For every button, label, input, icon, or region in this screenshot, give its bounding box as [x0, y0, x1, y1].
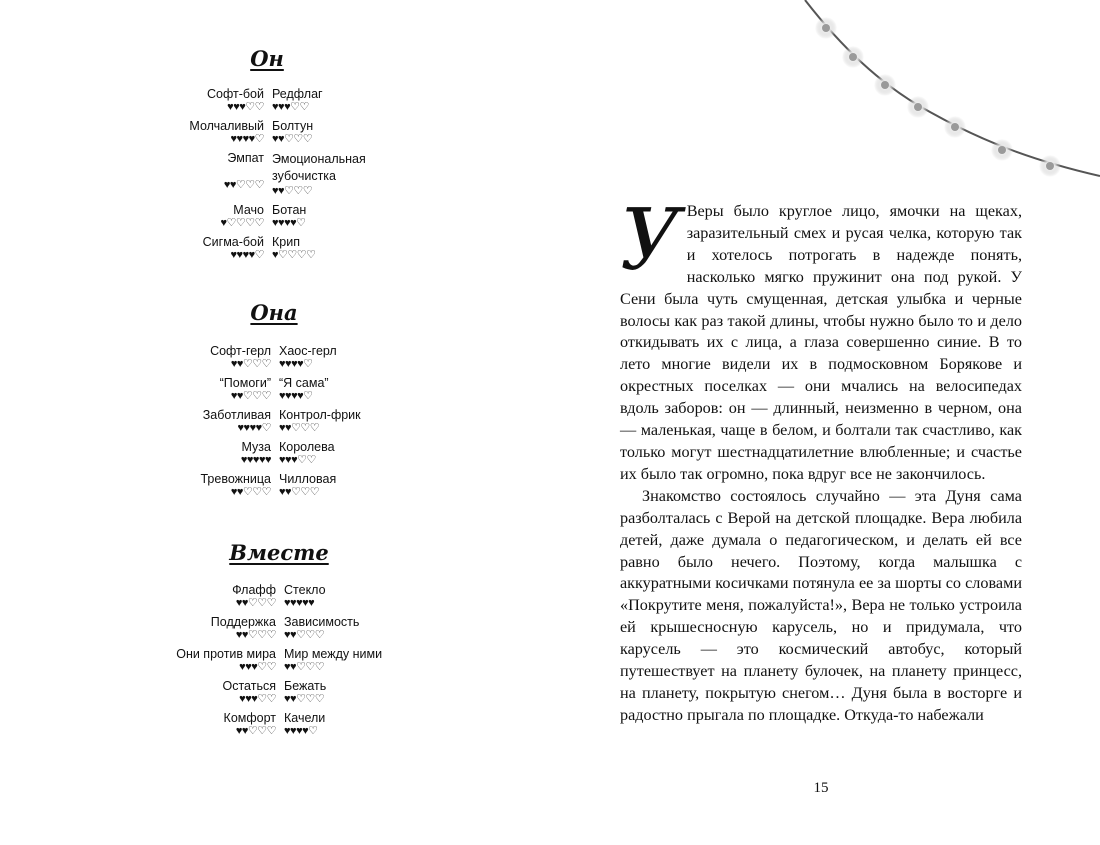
trope-pair — [207, 87, 382, 114]
heart-rating: ♥♥♥♥♡ — [279, 358, 313, 370]
heart-rating: ♥♥♡♡♡ — [235, 597, 276, 609]
paragraph-1 — [620, 191, 1022, 486]
drop-cap: У — [620, 191, 681, 289]
trope-name: Тревожница — [200, 472, 271, 486]
trope-name: Качели — [284, 711, 326, 725]
section-title-she: Она — [250, 300, 298, 325]
heart-rating: ♥♥♥♥♡ — [272, 217, 306, 229]
heart-rating: ♥♥♥♥♥ — [284, 597, 315, 609]
trope-name: Муза — [241, 440, 271, 454]
page-number: 15 — [813, 780, 829, 796]
trope-name: Контрол-фрик — [279, 408, 361, 422]
trope-name: Эмоциональная зубочистка — [272, 152, 366, 183]
trope-pair — [223, 151, 382, 198]
trope-name: Заботливая — [202, 408, 271, 422]
heart-rating: ♥♡♡♡♡ — [220, 217, 264, 229]
trope-name: Редфлаг — [272, 87, 323, 101]
trope-pair — [223, 711, 382, 738]
heart-rating: ♥♥♡♡♡ — [284, 629, 325, 641]
story-text — [620, 191, 1022, 727]
trope-name: Мачо — [233, 203, 264, 217]
trope-name: Софт-бой — [207, 87, 264, 101]
trope-pair — [176, 647, 383, 674]
heart-rating: ♥♥♡♡♡ — [272, 133, 313, 145]
trope-name: Болтун — [272, 119, 314, 133]
heart-rating: ♥♡♡♡♡ — [272, 249, 316, 261]
trope-name: Бежать — [284, 679, 327, 693]
trope-name: Комфорт — [223, 711, 276, 725]
heart-rating: ♥♥♥♥♡ — [237, 422, 271, 434]
trope-name: “Помоги” — [219, 376, 271, 390]
section-title-he: Он — [250, 46, 284, 71]
trope-name: Эмпат — [227, 151, 264, 165]
trope-list-together — [176, 583, 383, 743]
trope-name: “Я сама” — [279, 376, 329, 390]
heart-rating: ♥♥♡♡♡ — [235, 629, 276, 641]
heart-rating: ♥♥♡♡♡ — [284, 661, 325, 673]
trope-name: Чилловая — [279, 472, 337, 486]
section-title-together: Вместе — [229, 540, 329, 565]
trope-name: Сигма-бой — [202, 235, 264, 249]
trope-name: Флафф — [232, 583, 276, 597]
trope-pair — [220, 203, 382, 230]
trope-pair — [210, 344, 361, 371]
string-lights-decoration — [0, 0, 1100, 200]
heart-rating: ♥♥♡♡♡ — [279, 486, 320, 498]
trope-name: Остаться — [222, 679, 276, 693]
trope-name: Мир между ними — [284, 647, 383, 661]
trope-pair — [202, 408, 361, 435]
trope-name: Ботан — [272, 203, 307, 217]
heart-rating: ♥♥♥♥♡ — [230, 133, 264, 145]
heart-rating: ♥♥♥♥♥ — [240, 454, 271, 466]
trope-name: Софт-герл — [210, 344, 271, 358]
heart-rating: ♥♥♡♡♡ — [284, 693, 325, 705]
paragraph-1-text: Веры было круглое лицо, ямочки на щеках, заразительный смех и русая челка, которую так и хотелось потрогать в надежде понять, насколько мягко пружинит она под рукой. У Сени была чуть смущенная, детская улыбка и черные волосы как раз такой длины, чтобы нужно было то и дело откидывать их с лица, а глаза совершенно синие. В то лето многие видели их в подмосковном Борякове и окрестных поселках — они мчались на велосипедах вдоль заборов: он — длинный, неизменно в черном, она — маленькая, чаще в белом, и болтали так счастливо, как только могут шестнадцатилетние влюбленные; и счастье их было так огромно, пока вдруг все не закончилось. — [620, 202, 1022, 483]
heart-rating: ♥♥♡♡♡ — [235, 725, 276, 737]
trope-name: Стекло — [284, 583, 326, 597]
trope-name: Поддержка — [210, 615, 276, 629]
trope-pair — [202, 235, 382, 262]
trope-list-he — [189, 87, 382, 267]
paragraph-2: Знакомство состоялось случайно — эта Дуня сама разболталась с Верой на детской площадке. Вера любила детей, даже думала о педагогическом, и делать ей все равно было нечего. Поэтому, когда малышка с аккуратными косичками потянула ее за шорты со словами «Покрутите меня, пожалуйста!», Вера не только устроила ей крышесносную карусель, но и придумала, что карусель — это космический автобус, который путешествует на планету булочек, на планету принцесс, на планету, покрытую снегом… Дуня была в восторге и радостно прыгала по площадке. Откуда-то набежали — [620, 486, 1022, 724]
trope-pair — [232, 583, 382, 610]
heart-rating: ♥♥♥♥♡ — [284, 725, 318, 737]
trope-name: Молчаливый — [189, 119, 264, 133]
heart-rating: ♥♥♡♡♡ — [279, 422, 320, 434]
heart-rating: ♥♥♡♡♡ — [272, 185, 313, 197]
trope-pair — [189, 119, 382, 146]
heart-rating: ♥♥♡♡♡ — [230, 390, 271, 402]
heart-rating: ♥♥♥♡♡ — [227, 101, 264, 113]
heart-rating: ♥♥♥♡♡ — [239, 693, 276, 705]
heart-rating: ♥♥♥♡♡ — [239, 661, 276, 673]
heart-rating: ♥♥♥♡♡ — [272, 101, 309, 113]
heart-rating: ♥♥♥♡♡ — [279, 454, 316, 466]
trope-name: Хаос-герл — [279, 344, 337, 358]
trope-name: Крип — [272, 235, 300, 249]
trope-pair — [200, 472, 361, 499]
trope-pair — [222, 679, 382, 706]
trope-pair — [219, 376, 361, 403]
heart-rating: ♥♥♥♥♡ — [230, 249, 264, 261]
light-bulbs — [815, 17, 1061, 177]
trope-name: Они против мира — [176, 647, 276, 661]
trope-name: Королева — [279, 440, 335, 454]
trope-pair — [210, 615, 382, 642]
heart-rating: ♥♥♡♡♡ — [230, 486, 271, 498]
heart-rating: ♥♥♥♥♡ — [279, 390, 313, 402]
heart-rating: ♥♥♡♡♡ — [223, 179, 264, 191]
trope-list-she — [200, 344, 361, 504]
trope-name: Зависимость — [284, 615, 360, 629]
trope-pair — [240, 440, 361, 467]
heart-rating: ♥♥♡♡♡ — [230, 358, 271, 370]
